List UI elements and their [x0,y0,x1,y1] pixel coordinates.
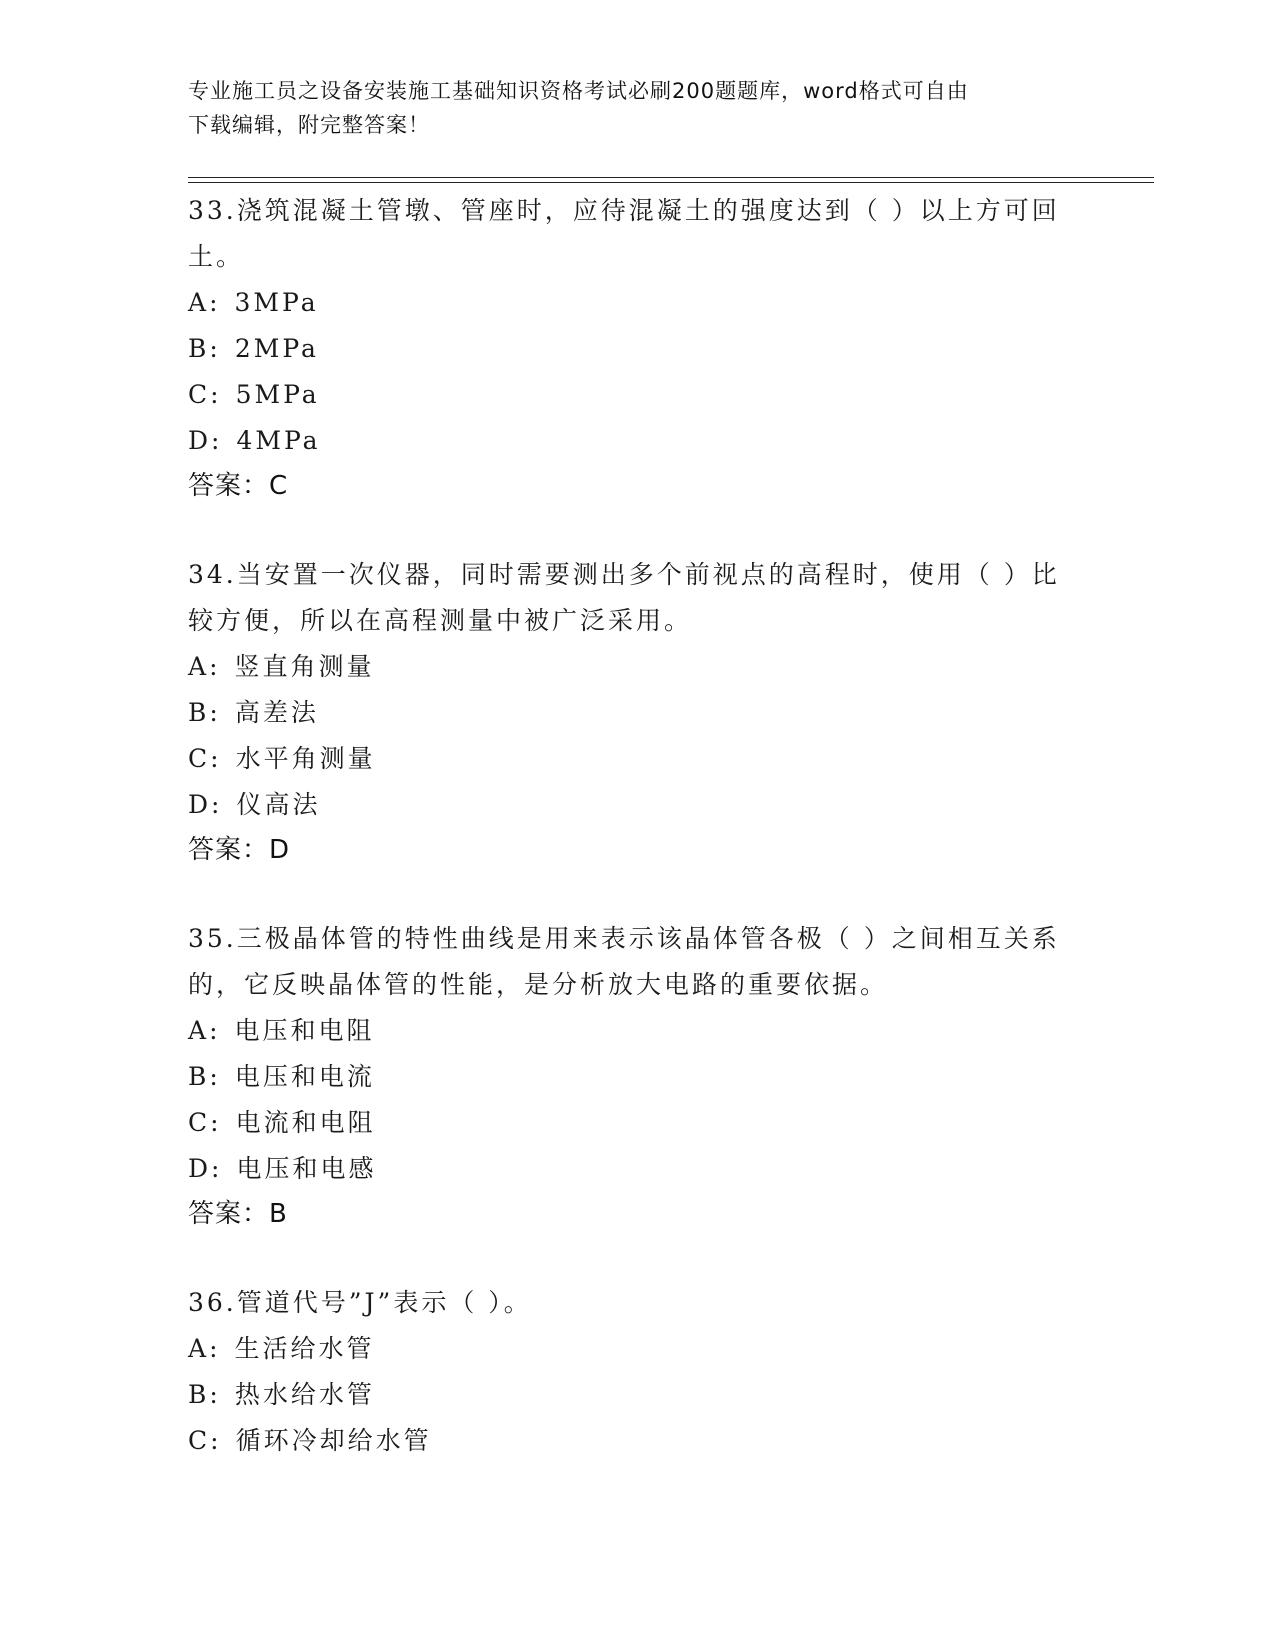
option-c [188,736,1088,782]
option-letter: C [188,380,211,409]
option-a [188,280,1088,326]
option-text: 竖直角测量 [234,652,375,681]
question-stem: 36.管道代号”J”表示（ ）。 [188,1288,532,1317]
answer-line: 答案：C [188,471,289,501]
option-b [188,1372,1088,1418]
answer-line: 答案：D [188,835,291,865]
option-text: 电流和电阻 [235,1108,376,1137]
option-text: 5MPa [235,380,320,409]
option-text: 2MPa [234,334,319,363]
option-d [188,782,1088,828]
header-divider-top [188,177,1154,178]
option-letter: B [188,334,210,363]
question-stem: 34.当安置一次仪器，同时需要测出多个前视点的高程时，使用（ ）比较方便，所以在高程测量中被广泛采用。 [188,560,1060,635]
option-text: 电压和电感 [236,1154,377,1183]
document-intro [188,74,1068,142]
option-separator: : [210,1426,222,1455]
option-letter: A [188,1334,210,1363]
question-list [188,188,1088,1508]
option-separator: : [209,1016,221,1045]
option-text: 热水给水管 [234,1380,375,1409]
intro-line-1: 专业施工员之设备安装施工基础知识资格考试必刷200题题库，word格式可自由 [188,79,969,103]
option-b [188,690,1088,736]
option-letter: D [188,426,212,455]
option-text: 电压和电阻 [234,1016,375,1045]
option-c [188,1100,1088,1146]
option-letter: A [188,288,210,317]
option-separator: : [209,334,221,363]
option-separator: : [210,744,222,773]
option-letter: B [188,1062,210,1091]
option-text: 仪高法 [236,790,321,819]
question-34 [188,552,1088,872]
option-letter: D [188,790,212,819]
option-separator: : [209,652,221,681]
option-separator: : [209,698,221,727]
option-letter: C [188,1426,211,1455]
option-b [188,326,1088,372]
question-stem: 33.浇筑混凝土管墩、管座时，应待混凝土的强度达到（ ）以上方可回土。 [188,196,1060,271]
question-33 [188,188,1088,508]
option-separator: : [210,1108,222,1137]
question-stem: 35.三极晶体管的特性曲线是用来表示该晶体管各极（ ）之间相互关系的，它反映晶体管的性能，是分析放大电路的重要依据。 [188,924,1060,999]
option-text: 生活给水管 [234,1334,375,1363]
option-c [188,372,1088,418]
option-separator: : [209,1062,221,1091]
option-separator: : [211,790,223,819]
option-letter: B [188,1380,210,1409]
option-letter: C [188,1108,211,1137]
option-a [188,1008,1088,1054]
option-separator: : [211,426,223,455]
option-letter: A [188,1016,210,1045]
option-a [188,644,1088,690]
option-letter: D [188,1154,212,1183]
question-36 [188,1280,1088,1464]
option-letter: B [188,698,210,727]
option-text: 4MPa [236,426,321,455]
option-separator: : [209,1334,221,1363]
option-d [188,418,1088,464]
option-c [188,1418,1088,1464]
option-text: 循环冷却给水管 [235,1426,432,1455]
option-text: 3MPa [234,288,319,317]
option-letter: A [188,652,210,681]
option-d [188,1146,1088,1192]
option-b [188,1054,1088,1100]
intro-line-2: 下载编辑，附完整答案！ [188,113,430,137]
header-divider-bottom [188,182,1154,183]
option-separator: : [210,380,222,409]
option-a [188,1326,1088,1372]
option-separator: : [211,1154,223,1183]
option-separator: : [209,288,221,317]
option-text: 高差法 [234,698,319,727]
answer-line: 答案：B [188,1199,288,1229]
option-letter: C [188,744,211,773]
option-text: 水平角测量 [235,744,376,773]
option-text: 电压和电流 [234,1062,375,1091]
option-separator: : [209,1380,221,1409]
question-35 [188,916,1088,1236]
